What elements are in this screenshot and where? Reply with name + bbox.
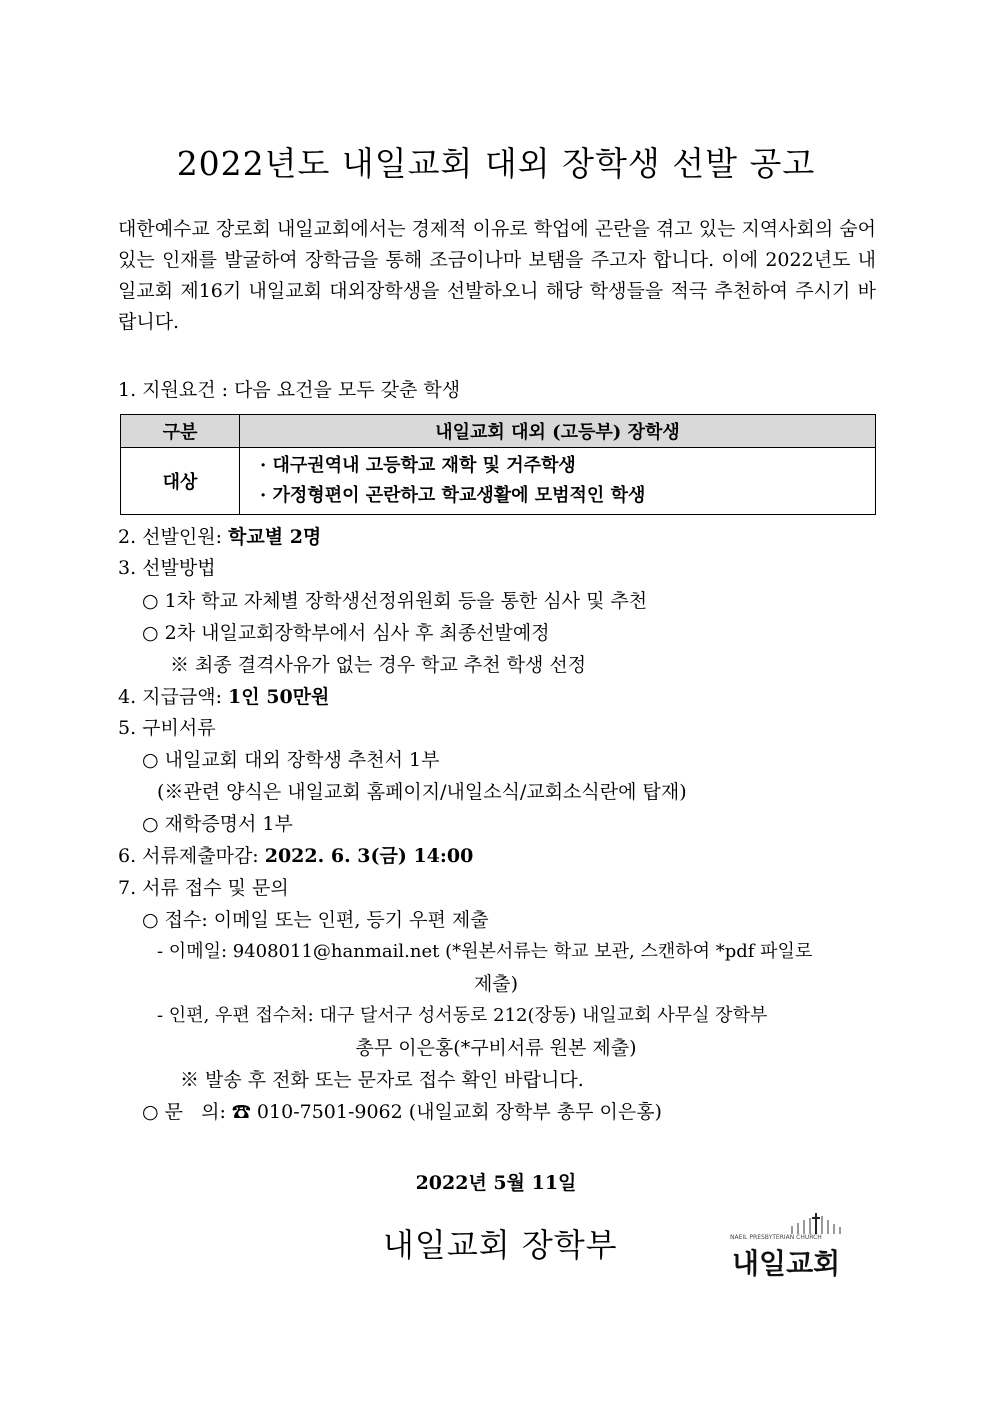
section-7-heading: 7. 서류 접수 및 문의 [118, 877, 289, 899]
logo-caption: NAEIL PRESBYTERIAN CHURCH [730, 1234, 822, 1241]
list-item: · 대구권역내 고등학교 재학 및 거주학생 [260, 455, 576, 476]
section-7-email-line-1: - 이메일: 9408011@hanmail.net (*원본서류는 학교 보관, 스캔하여 *pdf 파일로 [157, 941, 813, 962]
section-5-item-1: ○ 내일교회 대외 장학생 추천서 1부 [142, 749, 440, 771]
section-7-email-line-2: 제출) [473, 973, 519, 995]
table-row-label: 대상 [121, 448, 240, 515]
section-7-inquiry: ○ 문 의: ☎ 010-7501-9062 (내일교회 장학부 총무 이은홍) [142, 1101, 662, 1123]
section-2-label: 2. 선발인원: [118, 526, 229, 548]
section-7-post-line-1: - 인편, 우편 접수처: 대구 달서구 성서동로 212(장동) 내일교회 사무실 장학부 [157, 1005, 768, 1026]
section-6-label: 6. 서류제출마감: [118, 845, 265, 867]
table-header-row [121, 415, 876, 448]
section-5-note: (※관련 양식은 내일교회 홈페이지/내일소식/교회소식란에 탑재) [157, 781, 687, 803]
page-title: 2022년도 내일교회 대외 장학생 선발 공고 [176, 144, 816, 183]
logo-wordmark: 내일교회 [732, 1247, 841, 1280]
section-5-item-2: ○ 재학증명서 1부 [142, 813, 293, 835]
intro-paragraph: 대한예수교 장로회 내일교회에서는 경제적 이유로 학업에 곤란을 겪고 있는 지역사회의 숨어 있는 인재를 발굴하여 장학금을 통해 조금이나마 보탬을 주고자 합니다. 이에 2022년도 내일교회 제16기 내일교회 대외장학생을 선발하오니 해당 학생들을 적극 추천하여 주시기 바랍니다. [118, 218, 876, 333]
section-1-heading: 1. 지원요건 : 다음 요건을 모두 갖춘 학생 [118, 379, 461, 401]
section-4-value: 1인 50만원 [228, 686, 330, 708]
section-7-note: ※ 발송 후 전화 또는 문자로 접수 확인 바랍니다. [180, 1069, 584, 1091]
signature-org: 내일교회 장학부 [383, 1226, 618, 1264]
section-5-heading: 5. 구비서류 [118, 717, 216, 739]
section-4-label: 4. 지급금액: [118, 686, 229, 708]
table-row [121, 448, 876, 515]
section-6-value: 2022. 6. 3(금) 14:00 [264, 845, 474, 867]
list-item: · 가정형편이 곤란하고 학교생활에 모범적인 학생 [260, 485, 646, 506]
section-3-item-2: ○ 2차 내일교회장학부에서 심사 후 최종선발예정 [142, 622, 550, 644]
section-3-heading: 3. 선발방법 [118, 557, 216, 579]
table-header-category: 구분 [121, 415, 240, 448]
table-header-scholarship: 내일교회 대외 (고등부) 장학생 [240, 415, 876, 448]
section-2 [118, 523, 321, 551]
table-row-items [240, 448, 876, 515]
cross-bars-icon [730, 1212, 850, 1236]
section-7-receipt: ○ 접수: 이메일 또는 인편, 등기 우편 제출 [142, 909, 489, 931]
section-6 [118, 842, 473, 870]
section-4 [118, 683, 329, 711]
section-2-value: 학교별 2명 [228, 526, 322, 548]
church-logo [730, 1212, 850, 1292]
issue-date: 2022년 5월 11일 [415, 1172, 577, 1194]
section-7-post-line-2: 총무 이은홍(*구비서류 원본 제출) [355, 1037, 637, 1059]
section-3-item-1: ○ 1차 학교 자체별 장학생선정위원회 등을 통한 심사 및 추천 [142, 590, 648, 612]
section-3-note: ※ 최종 결격사유가 없는 경우 학교 추천 학생 선정 [170, 654, 587, 676]
requirements-table [120, 414, 876, 515]
